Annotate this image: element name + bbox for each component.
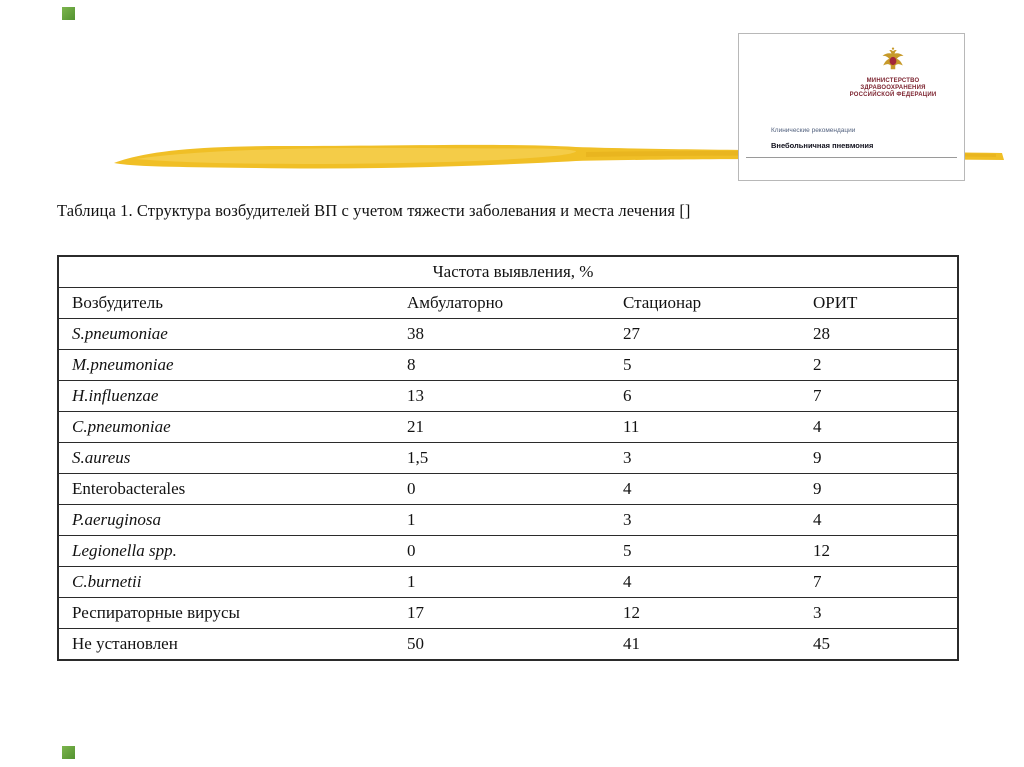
ministry-name-line-3: РОССИЙСКОЙ ФЕДЕРАЦИИ: [849, 92, 937, 98]
table-span-header-row: [58, 256, 958, 288]
pathogen-cell: Респираторные вирусы: [58, 598, 404, 629]
pathogen-cell: S.pneumoniae: [58, 319, 404, 350]
value-cell: 4: [620, 567, 810, 598]
value-cell: 7: [810, 381, 958, 412]
pathogen-cell: C.burnetii: [58, 567, 404, 598]
table-row: [58, 319, 958, 350]
value-cell: 45: [813, 634, 830, 653]
clinical-recommendations-label: Клинические рекомендации: [771, 127, 856, 134]
decor-square-bottom: [62, 746, 75, 759]
span-header-cell: Частота выявления, %: [58, 256, 958, 288]
value-cell: 4: [810, 412, 958, 443]
value-cell: 38: [404, 319, 620, 350]
column-header-icu: ОРИТ: [810, 288, 958, 319]
document-title: Внебольничная пневмония: [771, 141, 874, 150]
value-cell: 12: [810, 536, 958, 567]
pathogen-cell: P.aeruginosa: [58, 505, 404, 536]
column-header-outpatient: Амбулаторно: [404, 288, 620, 319]
table-row: [58, 474, 958, 505]
russia-coat-of-arms-icon: [878, 46, 908, 76]
card-divider: [746, 157, 957, 158]
table-row: [58, 350, 958, 381]
table-row: [58, 598, 958, 629]
value-cell: 2: [810, 350, 958, 381]
value-cell: 0: [404, 474, 620, 505]
value-cell: 17: [404, 598, 620, 629]
value-cell: 9: [810, 443, 958, 474]
pathogen-cell: H.influenzae: [58, 381, 404, 412]
ministry-name-line-2: ЗДРАВООХРАНЕНИЯ: [860, 85, 926, 91]
value-cell: 8: [404, 350, 620, 381]
value-cell: 12: [620, 598, 810, 629]
column-header-pathogen: Возбудитель: [58, 288, 404, 319]
value-cell: 50: [407, 634, 424, 653]
pathogen-cell: C.pneumoniae: [58, 412, 404, 443]
pathogen-cell: Legionella spp.: [58, 536, 404, 567]
value-cell: 4: [810, 505, 958, 536]
ministry-emblem-block: [834, 46, 952, 99]
value-cell: 3: [620, 443, 810, 474]
value-cell: 21: [404, 412, 620, 443]
value-cell: 27: [620, 319, 810, 350]
pathogen-cell: M.pneumoniae: [58, 350, 404, 381]
ministry-name-line-1: МИНИСТЕРСТВО: [866, 78, 920, 84]
value-cell: 0: [404, 536, 620, 567]
value-cell: 7: [810, 567, 958, 598]
table-body: [58, 319, 958, 661]
value-cell: 5: [620, 350, 810, 381]
table-row: [58, 412, 958, 443]
pathogen-cell: Не установлен: [72, 634, 178, 653]
value-cell: 3: [620, 505, 810, 536]
table-row: [58, 505, 958, 536]
value-cell: 6: [620, 381, 810, 412]
value-cell: 3: [810, 598, 958, 629]
ministry-card: [738, 33, 965, 181]
value-cell: 11: [620, 412, 810, 443]
value-cell: 9: [810, 474, 958, 505]
value-cell: 4: [620, 474, 810, 505]
decor-square-top: [62, 7, 75, 20]
table-row: [58, 567, 958, 598]
value-cell: 5: [620, 536, 810, 567]
table-row: [58, 443, 958, 474]
pathogen-cell: Enterobacterales: [58, 474, 404, 505]
page-title: Таблица 1. Структура возбудителей ВП с учетом тяжести заболевания и места лечения []: [57, 201, 691, 220]
table-row: [58, 381, 958, 412]
value-cell: 13: [404, 381, 620, 412]
pathogen-cell: S.aureus: [58, 443, 404, 474]
table-row: [58, 629, 958, 661]
column-header-hospital: Стационар: [620, 288, 810, 319]
pathogen-table: [57, 255, 959, 661]
table-row: [58, 536, 958, 567]
value-cell: 1: [404, 505, 620, 536]
table-header-row: [58, 288, 958, 319]
value-cell: 41: [623, 634, 640, 653]
value-cell: 28: [810, 319, 958, 350]
value-cell: 1,5: [404, 443, 620, 474]
value-cell: 1: [404, 567, 620, 598]
